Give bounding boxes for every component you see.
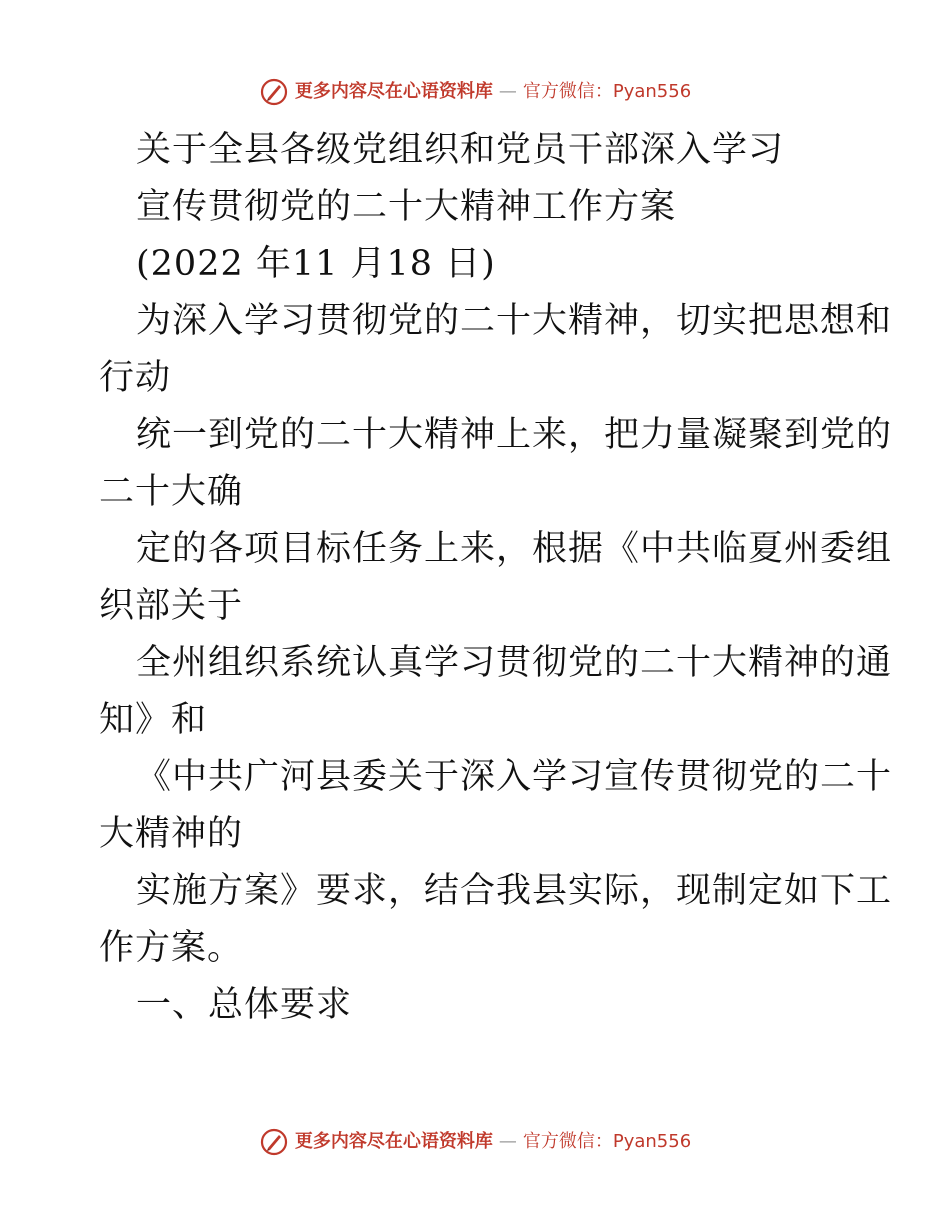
paragraph-line: 织部关于 xyxy=(99,586,244,626)
header-watermark xyxy=(0,77,950,107)
paragraph-line: 统一到党的二十大精神上来，把力量凝聚到党的 xyxy=(136,415,893,455)
paragraph-line: 全州组织系统认真学习贯彻党的二十大精神的通 xyxy=(136,643,893,683)
paragraph-line: 实施方案》要求，结合我县实际，现制定如下工 xyxy=(136,871,893,911)
watermark-separator: — xyxy=(498,81,517,102)
watermark-main-text: 更多内容尽在心语资料库 xyxy=(294,81,493,102)
watermark-separator: — xyxy=(498,1131,517,1152)
watermark-main-text: 更多内容尽在心语资料库 xyxy=(294,1131,493,1152)
paragraph-line: 为深入学习贯彻党的二十大精神，切实把思想和 xyxy=(136,301,893,341)
section-heading: 一、总体要求 xyxy=(136,985,353,1025)
document-body xyxy=(99,122,893,1034)
paragraph-line: 大精神的 xyxy=(99,814,244,854)
document-date: (2022 年11 月18 日) xyxy=(136,244,496,284)
paragraph-line: 知》和 xyxy=(99,700,208,740)
paragraph-line: 定的各项目标任务上来，根据《中共临夏州委组 xyxy=(136,529,893,569)
paragraph-line: 作方案。 xyxy=(99,928,244,968)
paragraph-line: 行动 xyxy=(99,358,172,398)
document-title-line-1: 关于全县各级党组织和党员干部深入学习 xyxy=(136,130,785,170)
watermark-sub-text: 官方微信：Pyan556 xyxy=(522,1131,692,1152)
watermark-sub-text: 官方微信：Pyan556 xyxy=(522,81,692,102)
paragraph-line: 二十大确 xyxy=(99,472,244,512)
footer-watermark xyxy=(0,1127,950,1157)
document-title-line-2: 宣传贯彻党的二十大精神工作方案 xyxy=(136,187,677,227)
quill-logo-icon xyxy=(259,77,289,107)
paragraph-line: 《中共广河县委关于深入学习宣传贯彻党的二十 xyxy=(136,757,893,797)
quill-logo-icon xyxy=(259,1127,289,1157)
